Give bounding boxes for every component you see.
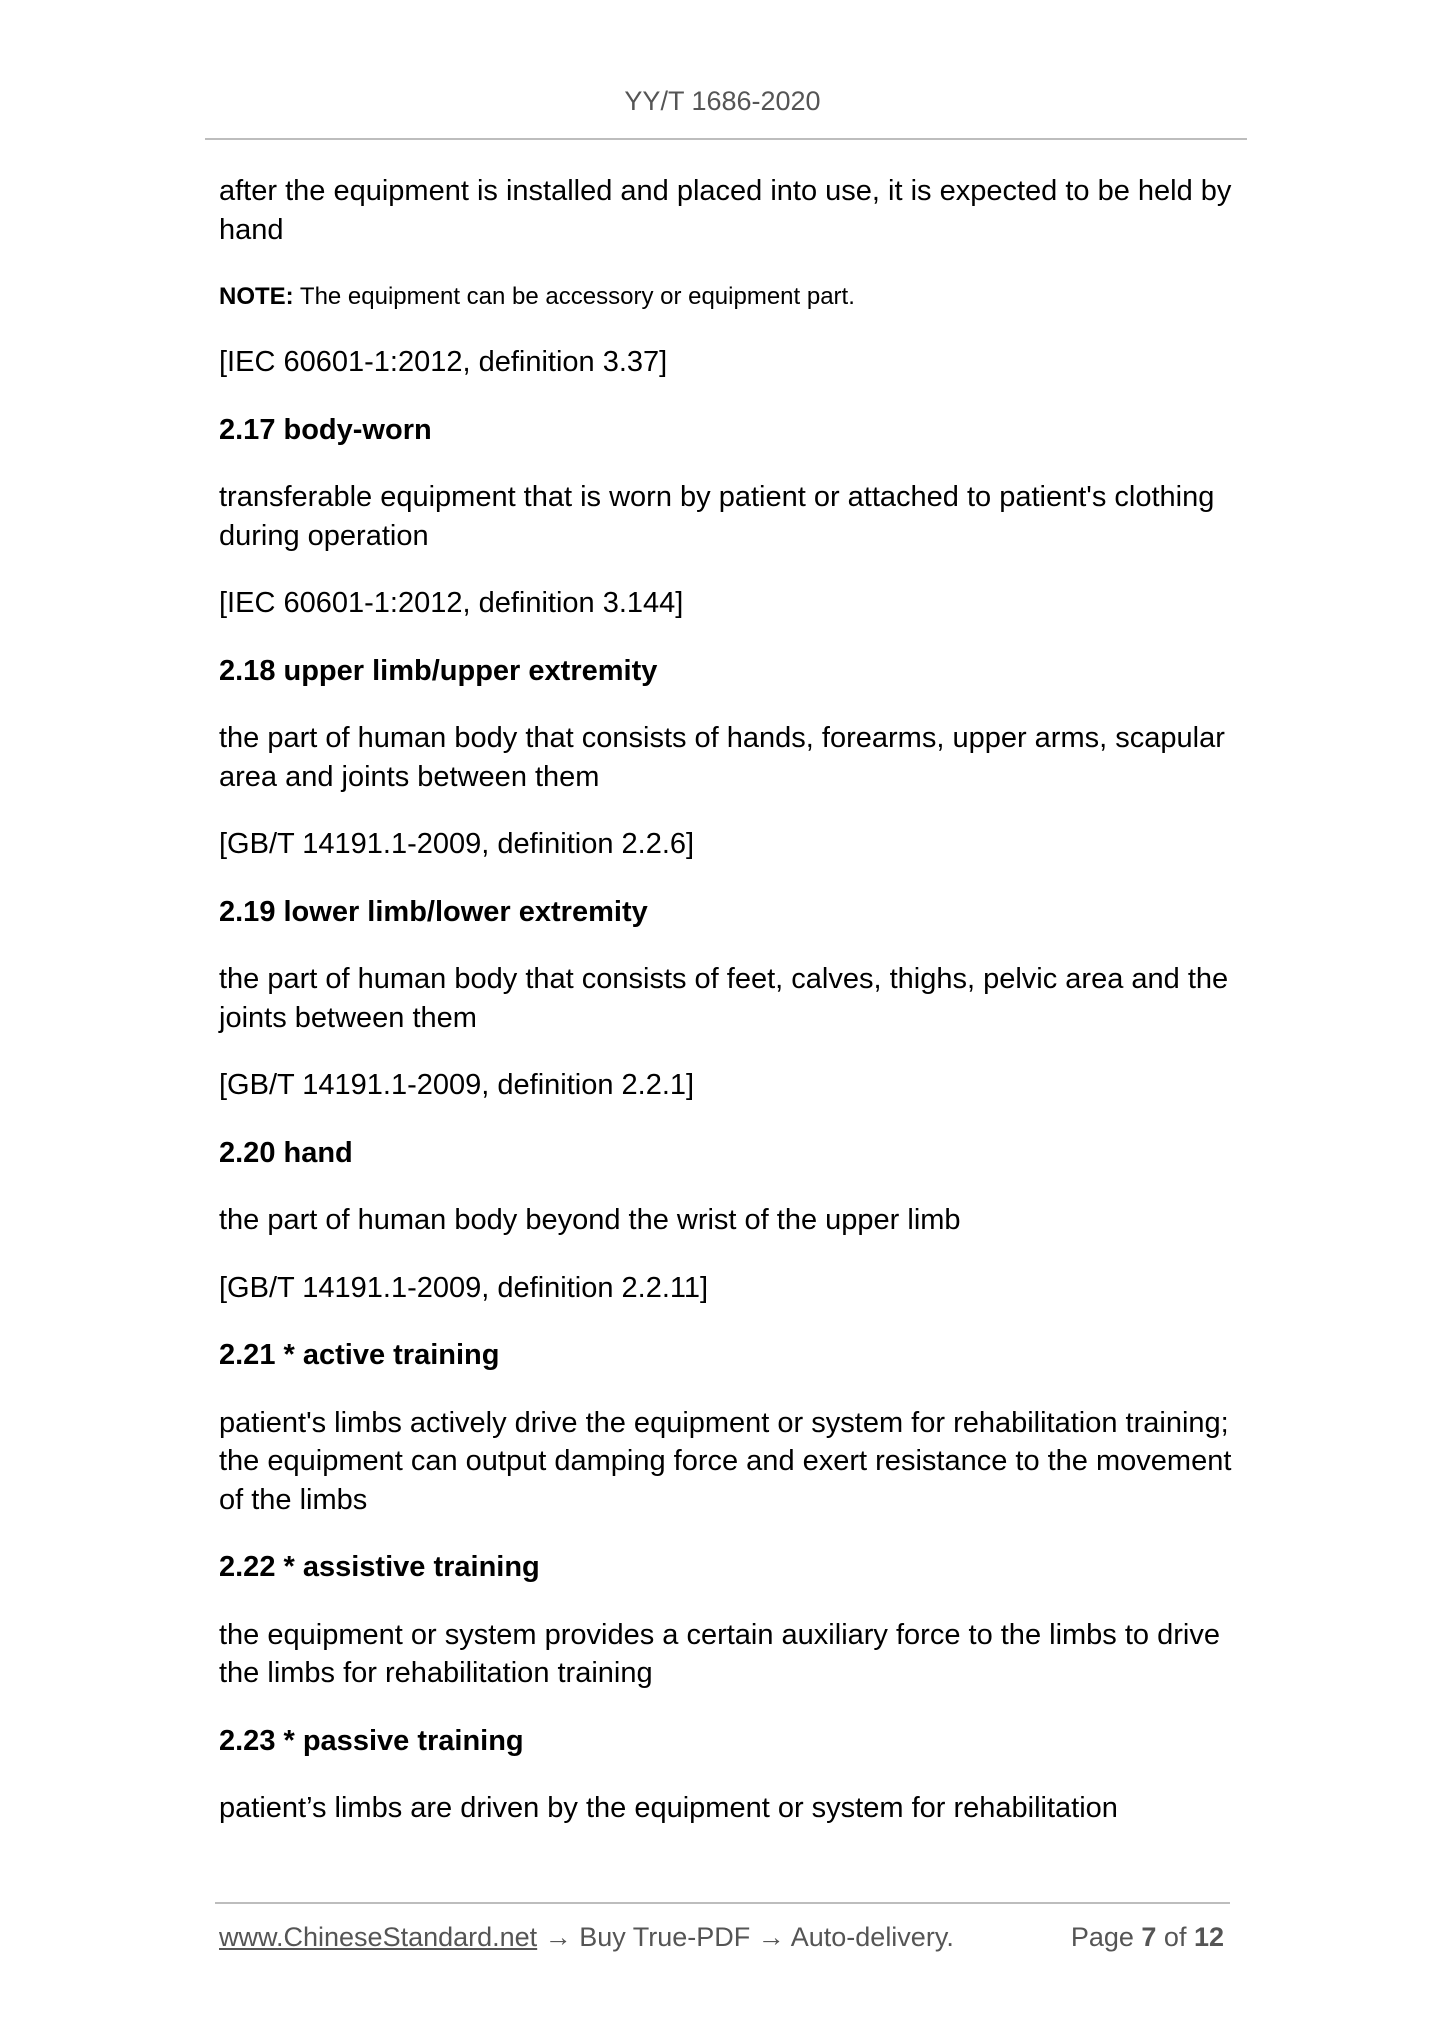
header-divider bbox=[205, 138, 1247, 140]
definition-text: the part of human body beyond the wrist of the upper limb bbox=[219, 1204, 961, 1236]
footer-promo bbox=[219, 1922, 954, 1953]
term-heading-2-17: 2.17 body-worn bbox=[219, 413, 432, 446]
page-total: 12 bbox=[1193, 1922, 1224, 1952]
definition-text: the equipment or system provides a certain auxiliary force to the limbs to drive the limbs for rehabilitation training bbox=[219, 1618, 1220, 1689]
page-header: YY/T 1686-2020 bbox=[624, 86, 821, 116]
definition-text: patient's limbs actively drive the equipment or system for rehabilitation training; the equipment can output damping force and exert resistance to the movement of the limbs bbox=[219, 1406, 1232, 1516]
reference: [IEC 60601-1:2012, definition 3.37] bbox=[219, 346, 668, 378]
term-heading-2-23: 2.23 * passive training bbox=[219, 1724, 524, 1757]
document-body bbox=[219, 172, 1239, 1857]
of-label: of bbox=[1156, 1922, 1194, 1952]
note bbox=[219, 278, 1239, 316]
page-counter bbox=[1071, 1922, 1224, 1953]
footer-tagline: → Buy True-PDF → Auto-delivery. bbox=[537, 1922, 954, 1952]
term-heading-2-22: 2.22 * assistive training bbox=[219, 1551, 540, 1583]
note-text: The equipment can be accessory or equipment part. bbox=[293, 283, 855, 310]
note-label: NOTE: bbox=[219, 283, 294, 310]
page-number: 7 bbox=[1141, 1922, 1157, 1952]
definition-text: transferable equipment that is worn by patient or attached to patient's clothing during operation bbox=[219, 481, 1215, 552]
definition-text: the part of human body that consists of hands, forearms, upper arms, scapular area and joints between them bbox=[219, 722, 1225, 793]
definition-text: after the equipment is installed and placed into use, it is expected to be held by hand bbox=[219, 175, 1232, 246]
term-heading-2-18: 2.18 upper limb/upper extremity bbox=[219, 654, 658, 687]
page-footer bbox=[219, 1922, 1224, 1953]
reference: [IEC 60601-1:2012, definition 3.144] bbox=[219, 587, 684, 619]
definition-text: the part of human body that consists of feet, calves, thighs, pelvic area and the joints between them bbox=[219, 963, 1229, 1034]
website-link[interactable]: www.ChineseStandard.net bbox=[219, 1922, 538, 1952]
term-heading-2-19: 2.19 lower limb/lower extremity bbox=[219, 895, 648, 928]
page-label: Page bbox=[1070, 1922, 1142, 1952]
reference: [GB/T 14191.1-2009, definition 2.2.11] bbox=[219, 1271, 709, 1304]
definition-text: patient’s limbs are driven by the equipment or system for rehabilitation bbox=[219, 1792, 1118, 1824]
footer-divider bbox=[215, 1902, 1230, 1904]
term-heading-2-21: 2.21 * active training bbox=[219, 1339, 500, 1371]
reference: [GB/T 14191.1-2009, definition 2.2.6] bbox=[219, 828, 695, 860]
reference: [GB/T 14191.1-2009, definition 2.2.1] bbox=[219, 1069, 695, 1101]
term-heading-2-20: 2.20 hand bbox=[219, 1136, 353, 1169]
